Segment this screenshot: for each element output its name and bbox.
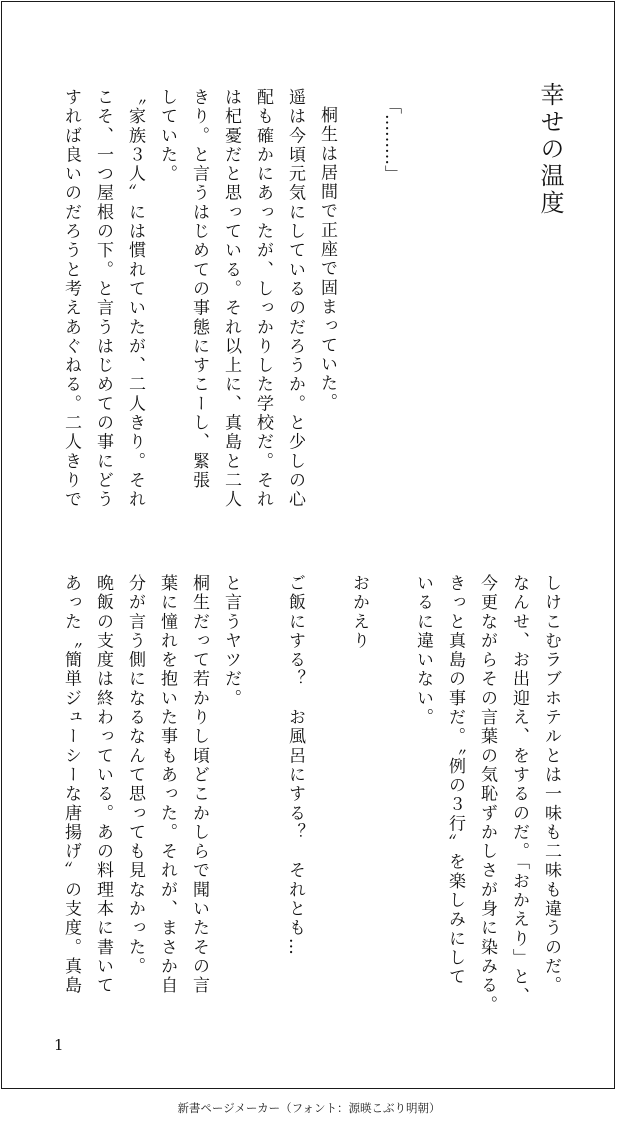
text-column: すれば良いのだろうと考えあぐねる。二人きりで [61,88,81,510]
text-column: 葉に憧れを抱いた事もあった。それが、まさか自 [157,574,177,996]
text-column: なんせ、お出迎え、をするのだ。「おかえり」と、 [509,574,529,1006]
text-column: は杞憂だと思っている。それ以上に、真島と二人 [221,88,241,510]
page-number: 1 [54,1036,64,1054]
text-column: こそ、一つ屋根の下。と言うはじめての事にどう [93,88,113,510]
text-column: 配も確かにあったが、しっかりした学校だ。それ [253,88,273,510]
text-column: していた。 [157,88,177,184]
text-column: 遥は今頃元気にしているのだろうか。と少しの心 [285,88,305,510]
text-column: 〝家族３人〟には慣れていたが、二人きり。それ [125,88,145,510]
footer-credit: 新書ページメーカー（フォント：源暎こぶり明朝） [177,1101,441,1115]
page-frame [1,1,615,1089]
text-column: きり。と言うはじめての事態にすこーし、緊張 [189,88,209,491]
text-column: いるに違いない。 [413,574,433,728]
text-column: きっと真島の事だ。〝例の３行〟を楽しみにして [445,574,465,987]
text-column: ご飯にする？ お風呂にする？ それとも… [285,574,305,957]
text-column: 晩飯の支度は終わっている。あの料理本に書いて [93,574,113,996]
text-column: あった〝簡単ジューシーな唐揚げ〟の支度。真島 [61,574,81,996]
text-column: 桐生だって若かりし頃どこかしらで聞いたその言 [189,574,209,996]
text-column: おかえり [349,574,369,651]
page-title: 幸せの温度 [536,82,564,217]
text-column: しけこむラブホテルとは一味も二味も違うのだ。 [541,574,561,996]
text-column: と言うヤツだ。 [221,574,241,709]
text-column: 分が言う側になるなんて思っても見なかった。 [125,574,145,977]
text-column: 桐生は居間で正座で固まっていた。 [317,106,337,413]
text-column: 「………」 [381,97,401,182]
text-column: 今更ながらその言葉の気恥ずかしさが身に染みる。 [477,574,497,1015]
